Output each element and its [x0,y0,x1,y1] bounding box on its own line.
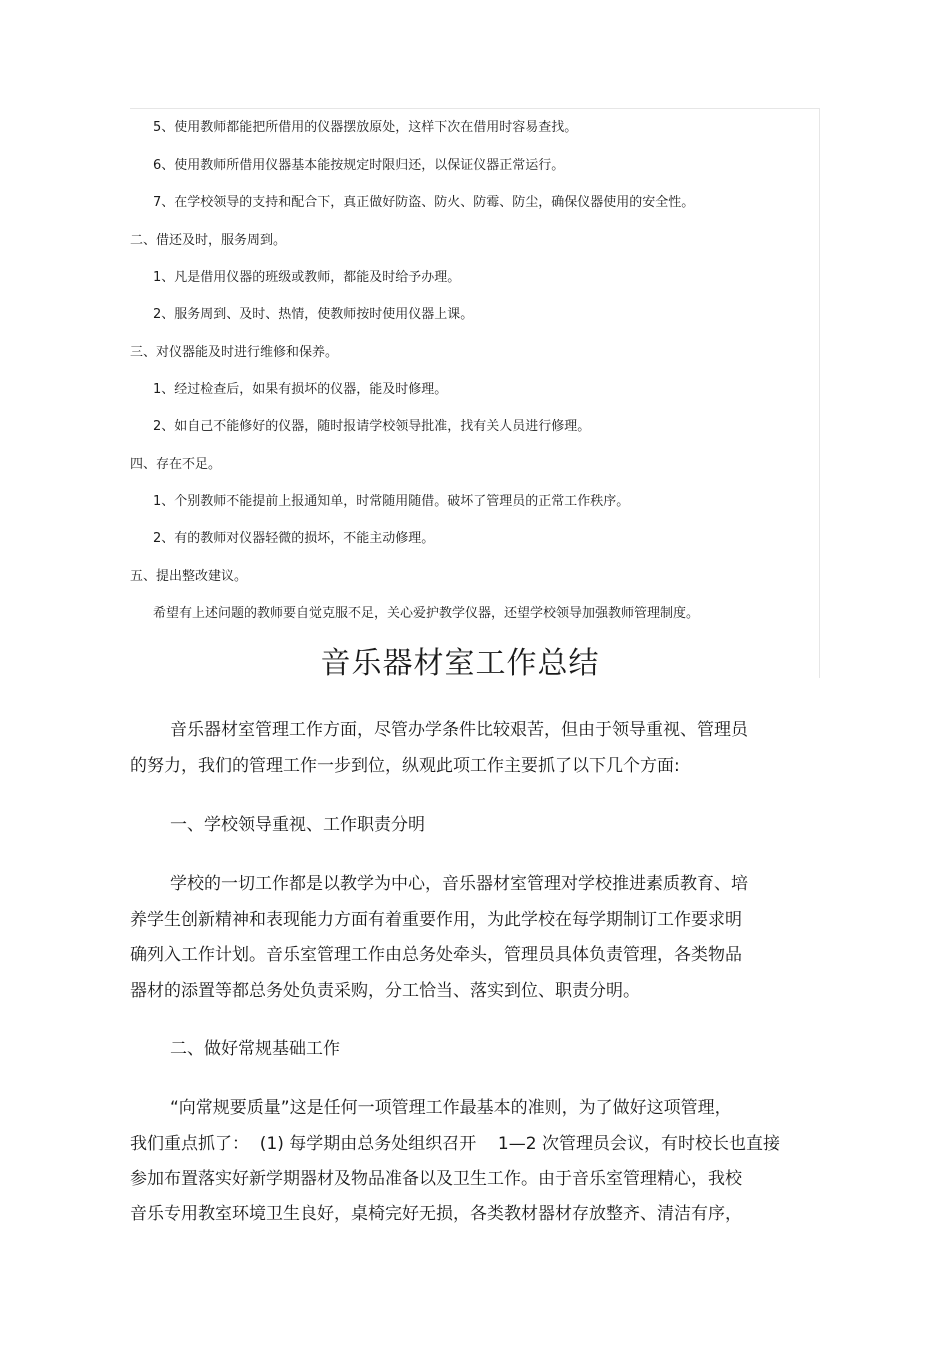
list-item: 1、个别教师不能提前上报通知单，时常随用随借。破坏了管理员的正常工作秩序。 [153,494,630,509]
document-title: 音乐器材室工作总结 [320,646,600,681]
section-heading: 二、借还及时，服务周到。 [130,233,287,248]
paragraph-line: 的努力，我们的管理工作一步到位，纵观此项工作主要抓了以下几个方面: [130,756,680,776]
paragraph-line: 学校的一切工作都是以教学为中心，音乐器材室管理对学校推进素质教育、培 [170,874,748,894]
list-item: 6、使用教师所借用仪器基本能按规定时限归还，以保证仪器正常运行。 [153,158,565,173]
section-heading: 三、对仪器能及时进行维修和保养。 [130,345,339,360]
list-item: 2、如自己不能修好的仪器，随时报请学校领导批准，找有关人员进行修理。 [153,419,591,434]
section-heading: 二、做好常规基础工作 [170,1039,340,1059]
paragraph-line: 音乐专用教室环境卫生良好，桌椅完好无损，各类教材器材存放整齐、清洁有序， [130,1204,742,1224]
paragraph-line: 确列入工作计划。音乐室管理工作由总务处牵头，管理员具体负责管理，各类物品 [130,945,742,965]
list-item: 5、使用教师都能把所借用的仪器摆放原处，这样下次在借用时容易查找。 [153,120,578,135]
list-item: 7、在学校领导的支持和配合下，真正做好防盗、防火、防霉、防尘，确保仪器使用的安全性。 [153,195,695,210]
paragraph-line: “向常规要质量”这是任何一项管理工作最基本的准则，为了做好这项管理， [170,1098,732,1118]
list-item: 2、有的教师对仪器轻微的损坏，不能主动修理。 [153,531,435,546]
section-heading: 一、学校领导重视、工作职责分明 [170,815,425,835]
paragraph-line: 我们重点抓了： (1) 每学期由总务处组织召开 1—2 次管理员会议，有时校长也直接 [130,1134,780,1154]
list-item: 希望有上述问题的教师要自觉克服不足，关心爱护教学仪器，还望学校领导加强教师管理制度。 [153,606,700,621]
paragraph-line: 养学生创新精神和表现能力方面有着重要作用，为此学校在每学期制订工作要求明 [130,910,742,930]
section-heading: 五、提出整改建议。 [130,569,248,584]
paragraph-line: 参加布置落实好新学期器材及物品准备以及卫生工作。由于音乐室管理精心，我校 [130,1169,742,1189]
right-divider [819,108,820,678]
top-divider [130,108,820,109]
list-item: 1、凡是借用仪器的班级或教师，都能及时给予办理。 [153,270,461,285]
paragraph-line: 器材的添置等都总务处负责采购，分工恰当、落实到位、职责分明。 [130,981,640,1001]
paragraph-line: 音乐器材室管理工作方面，尽管办学条件比较艰苦，但由于领导重视、管理员 [170,720,748,740]
list-item: 1、经过检查后，如果有损坏的仪器，能及时修理。 [153,382,448,397]
list-item: 2、服务周到、及时、热情，使教师按时使用仪器上课。 [153,307,474,322]
section-heading: 四、存在不足。 [130,457,222,472]
